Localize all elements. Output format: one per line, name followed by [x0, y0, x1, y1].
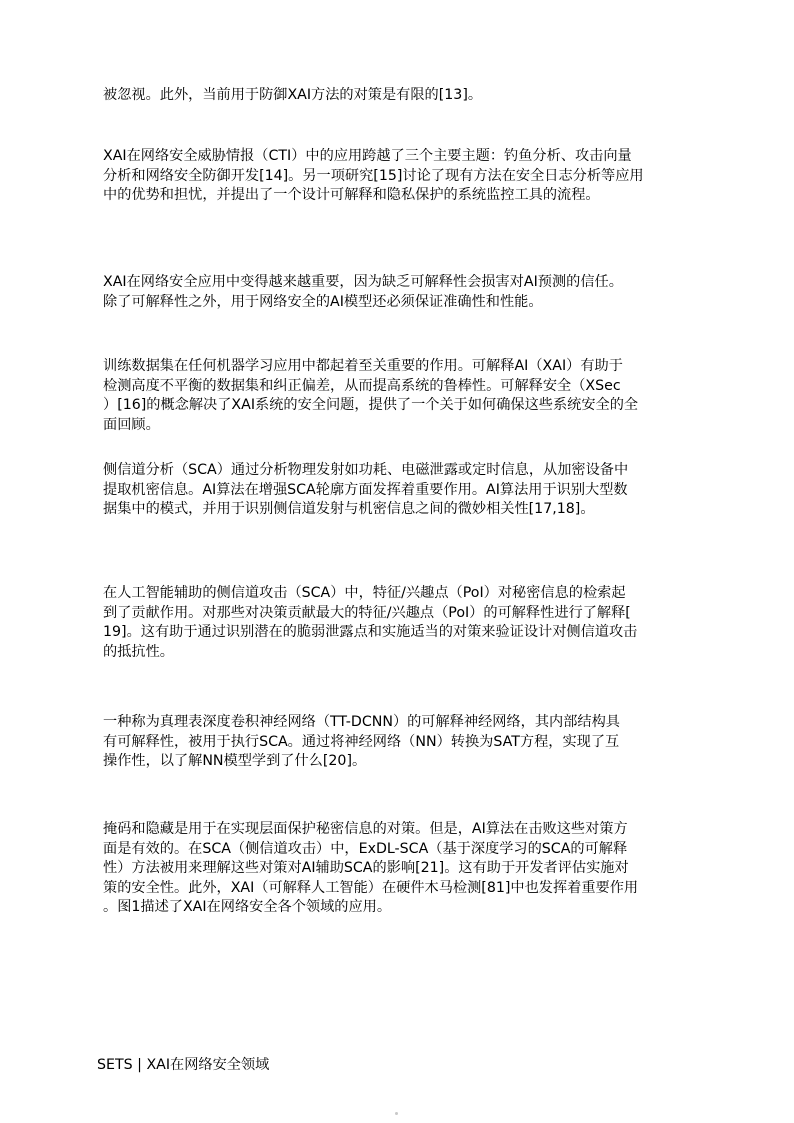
text-line: 。图1描述了XAI在网络安全各个领域的应用。 — [103, 899, 392, 915]
text-line: 性）方法被用来理解这些对策对AI辅助SCA的影响[21]。这有助于开发者评估实施对 — [103, 860, 629, 876]
text-line: 据集中的模式，并用于识别侧信道发射与机密信息之间的微妙相关性[17,18]。 — [103, 501, 595, 517]
paragraph-6 — [103, 584, 697, 662]
text-line: 除了可解释性之外，用于网络安全的AI模型还必须保证准确性和性能。 — [103, 293, 543, 310]
text-line: 被忽视。此外，当前用于防御XAI方法的对策是有限的[13]。 — [103, 87, 483, 103]
text-line: 策的安全性。此外，XAI（可解释人工智能）在硬件木马检测[81]中也发挥着重要作用 — [103, 879, 639, 896]
text-line: XAI在网络安全威胁情报（CTI）中的应用跨越了三个主要主题：钓鱼分析、攻击向量 — [103, 148, 632, 164]
text-line: ）[16]的概念解决了XAI系统的安全问题，提供了一个关于如何确保这些系统安全的全 — [103, 397, 639, 413]
text-line: 提取机密信息。AI算法在增强SCA轮廓方面发挥着重要作用。AI算法用于识别大型数 — [103, 481, 628, 498]
text-line: 一种称为真理表深度卷积神经网络（TT-DCNN）的可解释神经网络，其内部结构具 — [103, 714, 620, 730]
paragraph-5 — [103, 461, 697, 520]
text-line: 分析和网络安全防御开发[14]。另一项研究[15]讨论了现有方法在安全日志分析等应用 — [103, 167, 644, 184]
text-line: 的抵抗性。 — [103, 643, 174, 660]
text-line: 到了贡献作用。对那些对决策贡献最大的特征/兴趣点（PoI）的可解释性进行了解释[ — [103, 604, 631, 621]
text-line: 有可解释性，被用于执行SCA。通过将神经网络（NN）转换为SAT方程，实现了互 — [103, 733, 620, 750]
paragraph-4 — [103, 357, 697, 435]
paragraph-7 — [103, 713, 697, 772]
text-line: 训练数据集在任何机器学习应用中都起着至关重要的作用。可解释AI（XAI）有助于 — [103, 358, 623, 374]
text-line: 面回顾。 — [103, 416, 160, 433]
page-footer: SETS | XAI在网络安全领域 — [97, 1057, 270, 1073]
text-line: 检测高度不平衡的数据集和纠正偏差，从而提高系统的鲁棒性。可解释安全（XSec — [103, 377, 621, 394]
text-line: XAI在网络安全应用中变得越来越重要，因为缺乏可解释性会损害对AI预测的信任。 — [103, 274, 623, 290]
paragraph-1 — [103, 86, 697, 106]
text-line: 在人工智能辅助的侧信道攻击（SCA）中，特征/兴趣点（PoI）对秘密信息的检索起 — [103, 585, 626, 601]
text-line: 19]。这有助于通过识别潜在的脆弱泄露点和实施适当的对策来验证设计对侧信道攻击 — [103, 624, 638, 640]
text-line: 中的优势和担忧，并提出了一个设计可解释和隐私保护的系统监控工具的流程。 — [103, 187, 600, 203]
paragraph-8 — [103, 820, 697, 918]
paragraph-2 — [103, 147, 697, 206]
text-line: 操作性，以了解NN模型学到了什么[20]。 — [103, 753, 367, 769]
text-line: 掩码和隐藏是用于在实现层面保护秘密信息的对策。但是，AI算法在击败这些对策方 — [103, 821, 628, 837]
page-marker-dot — [395, 1112, 398, 1115]
text-line: 面是有效的。在SCA（侧信道攻击）中，ExDL-SCA（基于深度学习的SCA的可解释 — [103, 840, 628, 857]
paragraph-3 — [103, 273, 697, 312]
text-line: 侧信道分析（SCA）通过分析物理发射如功耗、电磁泄露或定时信息，从加密设备中 — [103, 462, 629, 478]
